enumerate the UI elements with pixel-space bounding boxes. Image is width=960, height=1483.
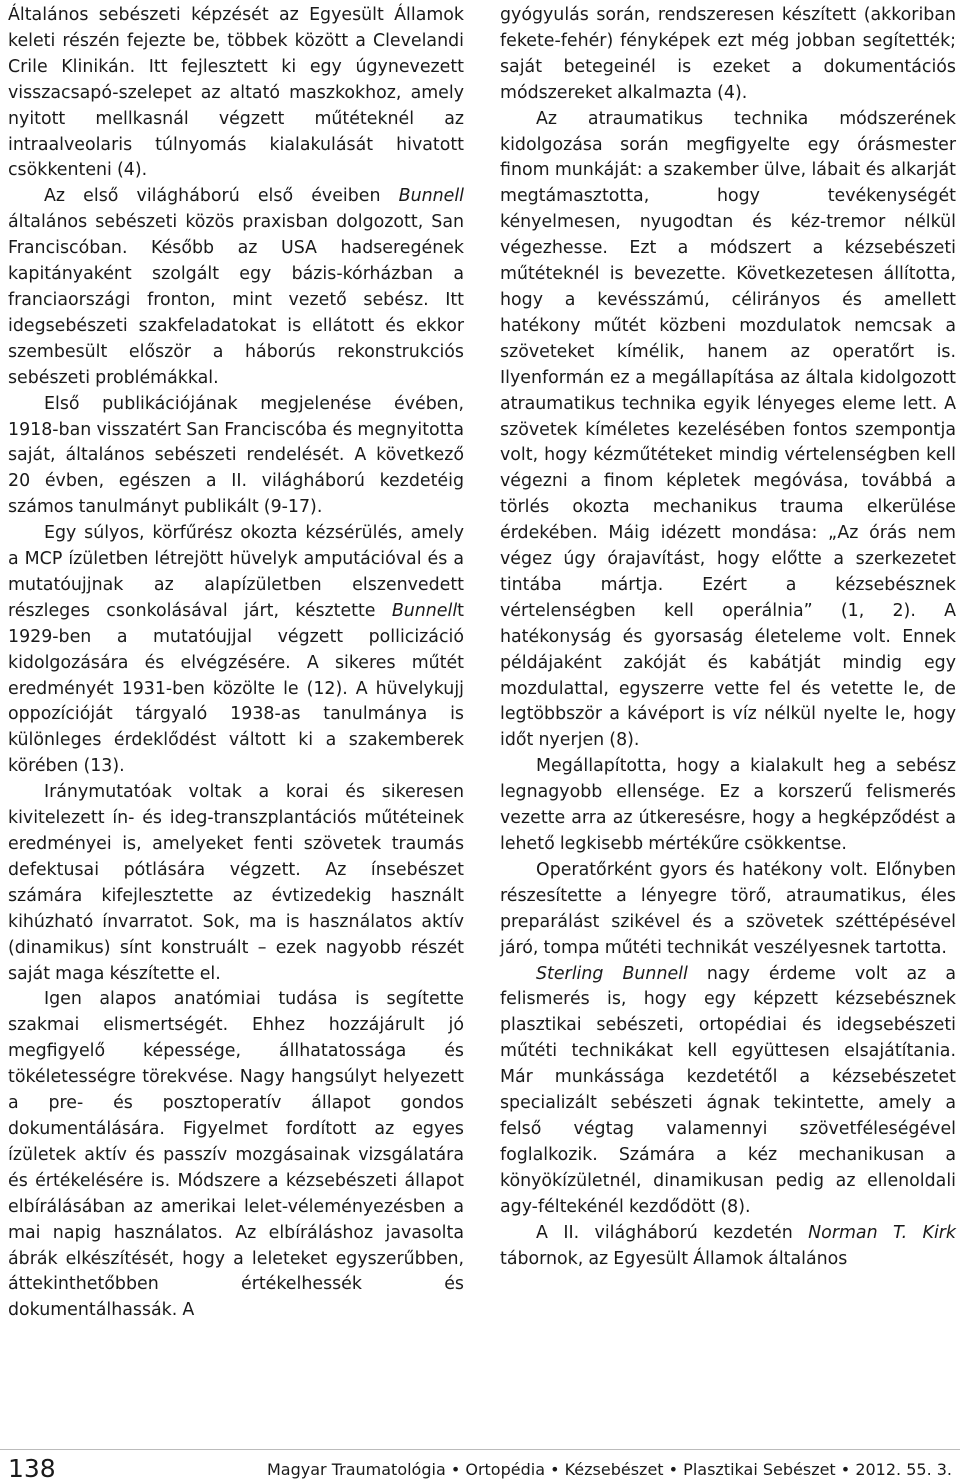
text-run: tábornok, az Egyesült Államok általános <box>500 1248 848 1269</box>
paragraph <box>8 780 464 987</box>
paragraph <box>500 962 956 1221</box>
text-run: Általános sebészeti képzését az Egyesült Államok keleti részén fejezte be, többek között a Clevelandi Crile Klinikán. Itt fejlesztett ki egy úgynevezett visszacsapó-szelepet az altató maszkokhoz, amely nyitott mellkasnál végzett műtéteknél az intraalveolaris túlnyomás kialakulását hivatott csökkenteni (4). <box>8 5 464 181</box>
text-run: Első publikációjának megjelenése évében, 1918-ban visszatért San Franciscóba és megnyitotta saját, általános sebészeti rendelését. A következő 20 évben, egészen a II. világháború kezdetéig számos tanulmányt publikált (9-17). <box>8 393 464 518</box>
journal-citation: Magyar Traumatológia • Ortopédia • Kézsebészet • Plasztikai Sebészet • 2012. 55. 3. <box>267 1460 952 1479</box>
italic-name: Bunnell <box>391 600 458 621</box>
right-column <box>500 3 956 1272</box>
italic-name: Bunnell <box>398 186 464 207</box>
paragraph <box>8 392 464 522</box>
text-run: Igen alapos anatómiai tudása is segítette szakmai elismertségét. Ehhez hozzájárult jó megfigyelő képessége, állhatatossága és tökéletességre törekvése. Nagy hangsúlyt helyezett a pre- és posztoperatív állapot gondos dokumentálására. Figyelmet fordított az egyes ízületek aktív és passzív mozgásainak vizsgálatára és értékelésére is. Módszere a kézsebészeti állapot elbírálásában az amerikai lelet-véleményezésben a mai napig használatos. Az elbíráláshoz javasolta ábrák elkészítését, hogy a leleteket egyszerűbben, áttekinthetőbben értékelhessék és dokumentálhassák. A <box>8 989 464 1321</box>
text-run: általános sebészeti közös praxisban dolgozott, San Franciscóban. Később az USA hadseregének kapitányaként szolgált egy bázis-kórházban a franciaországi fronton, mint vezető sebész. Itt idegsebészeti szakfeladatokat is ellátott és ekkor szembesült először a háborús rekonstrukciós sebészeti problémákkal. <box>8 212 464 388</box>
paragraph <box>500 1221 956 1273</box>
paragraph <box>8 3 464 184</box>
paragraph <box>8 184 464 391</box>
paragraph <box>8 521 464 780</box>
italic-name: Sterling Bunnell <box>536 963 688 984</box>
paragraph <box>500 754 956 858</box>
text-run: Az első világháború első éveiben <box>44 186 399 207</box>
italic-name: Norman T. Kirk <box>808 1222 957 1243</box>
text-run: Operatőrként gyors és hatékony volt. Előnyben részesítette a lényegre törő, atraumatikus, éles preparálást szikével és a szövetek széttépésével járó, tompa műtéti technikát veszélyesnek tartotta. <box>500 859 956 958</box>
text-run: A II. világháború kezdetén <box>536 1222 809 1243</box>
page-number: 138 <box>8 1454 56 1483</box>
text-run: Iránymutatóak voltak a korai és sikeresen kivitelezett ín- és ideg-transzplantációs műtéteinek eredményei is, amelyeket fenti szövetek traumás defektusai pótlására végzett. Az ínsebészet számára kifejlesztette az évtizedekig használt kihúzható ínvarratot. Sok, ma is használatos aktív (dinamikus) sínt konstruált – ezek nagyobb részét saját maga készítette el. <box>8 782 464 984</box>
footer-divider <box>0 1449 960 1450</box>
text-run: Az atraumatikus technika módszerének kidolgozása során megfigyelte egy órásmester finom munkáját: a szakember ülve, lábait és alkarját megtámasztotta, hogy tevékenységét kényelmesen, nyugodtan és kéz-tremor nélkül végezhesse. Ezt a módszert a kézsebészeti műtéteknél is bevezette. Következetesen állította, hogy a kevésszámú, célirányos és amellett hatékony műtét közbeni mozdulatok nemcsak a szöveteket kímélik, hanem az operatőrt is. Ilyenformán ez a megállapítása az általa kidolgozott atraumatikus technika egyik lényeges eleme lett. A szövetek kíméletes kezelésében fontos szempontja volt, hogy kézműtéteket mindig vértelenségben kell végezni a finom képletek megóvása, továbbá a törlés okozta mechanikus trauma elkerülése érdekében. Máig idézett mondása: „Az órás nem végez úgy órajavítást, hogy előtte a szerkezetet tintába mártja. Ezért a kézsebésznek vértelenségben kell operálnia” (1, 2). A hatékonyság és gyorsaság életeleme volt. Ennek példájaként zakóját és kabátját mindig egy mozdulattal, egyszerre vette fel és vetette le, de legtöbbször a kávéport is víz nélkül nyelte le, hogy időt nyerjen (8). <box>500 108 956 751</box>
text-run: Megállapította, hogy a kialakult heg a sebész legnagyobb ellensége. Ez a korszerű felismerés vezette arra az útkeresésre, hogy a hegképződést a lehető legkisebb mértékűre csökkentse. <box>500 756 956 854</box>
text-run: gyógyulás során, rendszeresen készített (akkoriban fekete-fehér) fényképek ezt még jobban segítették; saját betegeinél is ezeket a dokumentációs módszereket alkalmazta (4). <box>500 5 956 103</box>
text-run: nagy érdeme volt az a felismerés is, hogy egy képzett kézsebésznek plasztikai sebészeti, ortopédiai és idegsebészeti műtéti technikákat kell együttesen elsajátítania. Már munkássága kezdetétől a kézsebészetet specializált sebészeti ágnak tekintette, amely a felső végtag valamennyi szövetféleségével foglalkozik. Számára a kéz mechanikusan a könyökízületnél, dinamikusan pedig az ellenoldali agy-féltekénél kezdődött (8). <box>500 963 956 1217</box>
paragraph <box>500 3 956 107</box>
paragraph <box>500 858 956 962</box>
paragraph <box>500 107 956 755</box>
left-column <box>8 3 464 1324</box>
text-run: Egy súlyos, körfűrész okozta kézsérülés, amely a MCP ízületben létrejött hüvelyk amputációval és a mutatóujjnak az alapízületben elszenvedett részleges csonkolásával járt, késztette <box>8 523 464 621</box>
text-run: t 1929-ben a mutatóujjal végzett pollicizáció kidolgozására és elvégzésére. A sikeres műtét eredményét 1931-ben közölte le (12). A hüvelykujj oppozícióját tárgyaló 1938-as tanulmánya is különleges érdeklődést váltott ki a szakemberek körében (13). <box>8 600 464 777</box>
paragraph <box>8 987 464 1324</box>
